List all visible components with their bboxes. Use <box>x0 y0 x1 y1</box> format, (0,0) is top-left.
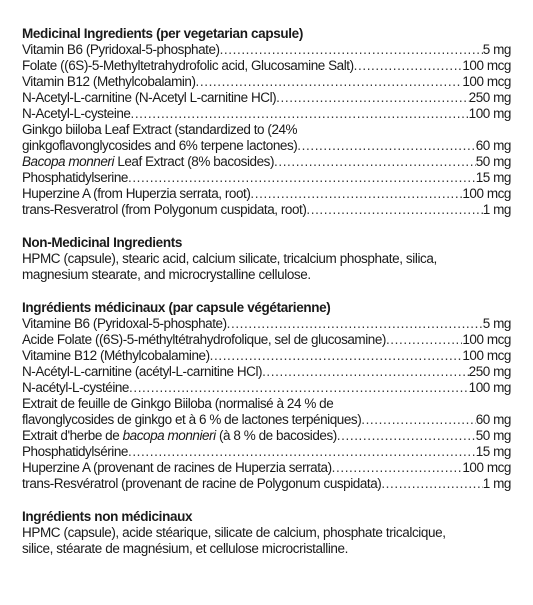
dot-leader <box>128 444 476 460</box>
dot-leader <box>227 316 483 332</box>
ingredient-row: Extrait d'herbe de bacopa monnieri (à 8 % de bacosides) ..... 50 mg <box>22 428 511 444</box>
ingredient-row: N-acétyl-L-cystéine ..... 100 mg <box>22 380 511 396</box>
dot-leader <box>129 380 469 396</box>
ingredient-row: Vitamin B12 (Methylcobalamin) ..... 100 mcg <box>22 74 511 90</box>
dot-leader <box>381 476 482 492</box>
dot-leader <box>250 186 462 202</box>
ingredient-row: N-Acetyl-L-carnitine (N-Acetyl L-carnitine HCl) ..... 250 mg <box>22 90 511 106</box>
ingredient-row: N-Acetyl-L-cysteine ..... 100 mg <box>22 106 511 122</box>
ingredient-row: Vitamine B12 (Méthylcobalamine) ..... 100 mcg <box>22 348 511 364</box>
ingredient-row: Vitamine B6 (Pyridoxal-5-phosphate) ..... 5 mg <box>22 316 511 332</box>
dot-leader <box>306 202 482 218</box>
dot-leader <box>337 428 476 444</box>
dot-leader <box>130 106 468 122</box>
ingredient-row: flavonglycosides de ginkgo et à 6 % de lactones terpéniques) ..... 60 mg <box>22 412 511 428</box>
ingredient-row: Phosphatidylsérine ..... 15 mg <box>22 444 511 460</box>
section-heading: Ingrédients médicinaux (par capsule végétarienne) <box>22 300 331 315</box>
dot-leader <box>128 170 476 186</box>
ingredient-row: trans-Resvératrol (provenant de racine de Polygonum cuspidata) ..... 1 mg <box>22 476 511 492</box>
ingredient-row: Folate ((6S)-5-Methyltetrahydrofolic acid, Glucosamine Salt) ..... 100 mcg <box>22 58 511 74</box>
dot-leader <box>262 364 469 380</box>
ingredient-row: N-Acétyl-L-carnitine (acétyl-L-carnitine HCl) ..... 250 mg <box>22 364 511 380</box>
ingredient-text: Ginkgo biiloba Leaf Extract (standardized to (24% <box>22 122 298 137</box>
non-medicinal-ingredients-en <box>22 235 511 283</box>
dot-leader <box>386 332 462 348</box>
dot-leader <box>276 90 468 106</box>
section-heading: Non-Medicinal Ingredients <box>22 235 183 250</box>
ingredient-paragraph: HPMC (capsule), stearic acid, calcium silicate, tricalcium phosphate, silica, magnesium stearate, and microcrystalline cellulose. <box>22 251 437 282</box>
dot-leader <box>332 460 463 476</box>
ingredient-row: Vitamin B6 (Pyridoxal-5-phosphate) ..... 5 mg <box>22 42 511 58</box>
dot-leader <box>274 154 476 170</box>
ingredient-row: trans-Resveratrol (from Polygonum cuspidata, root) ..... 1 mg <box>22 202 511 218</box>
ingredient-row: ginkgoflavonglycosides and 6% terpene lactones) ..... 60 mg <box>22 138 511 154</box>
section-heading: Medicinal Ingredients (per vegetarian capsule) <box>22 26 303 41</box>
dot-leader <box>220 42 483 58</box>
non-medicinal-ingredients-fr <box>22 509 511 557</box>
ingredient-row: Huperzine A (provenant de racines de Huperzia serrata) ..... 100 mcg <box>22 460 511 476</box>
ingredient-row: Acide Folate ((6S)-5-méthyltétrahydrofolique, sel de glucosamine) ..... 100 mcg <box>22 332 511 348</box>
dot-leader <box>297 138 475 154</box>
ingredient-paragraph: HPMC (capsule), acide stéarique, silicate de calcium, phosphate tricalcique, silice, stéarate de magnésium, et cellulose microcristalline. <box>22 525 446 556</box>
ingredient-row: Phosphatidylserine ..... 15 mg <box>22 170 511 186</box>
ingredient-row: Huperzine A (from Huperzia serrata, root) ..... 100 mcg <box>22 186 511 202</box>
medicinal-ingredients-en <box>22 26 511 218</box>
ingredient-text: Extrait de feuille de Ginkgo Biiloba (normalisé à 24 % de <box>22 396 334 411</box>
dot-leader <box>354 58 463 74</box>
medicinal-ingredients-fr <box>22 300 511 492</box>
dot-leader <box>361 412 475 428</box>
dot-leader <box>196 74 463 90</box>
ingredient-row: Bacopa monneri Leaf Extract (8% bacosides) ..... 50 mg <box>22 154 511 170</box>
dot-leader <box>210 348 463 364</box>
section-heading: Ingrédients non médicinaux <box>22 509 193 524</box>
